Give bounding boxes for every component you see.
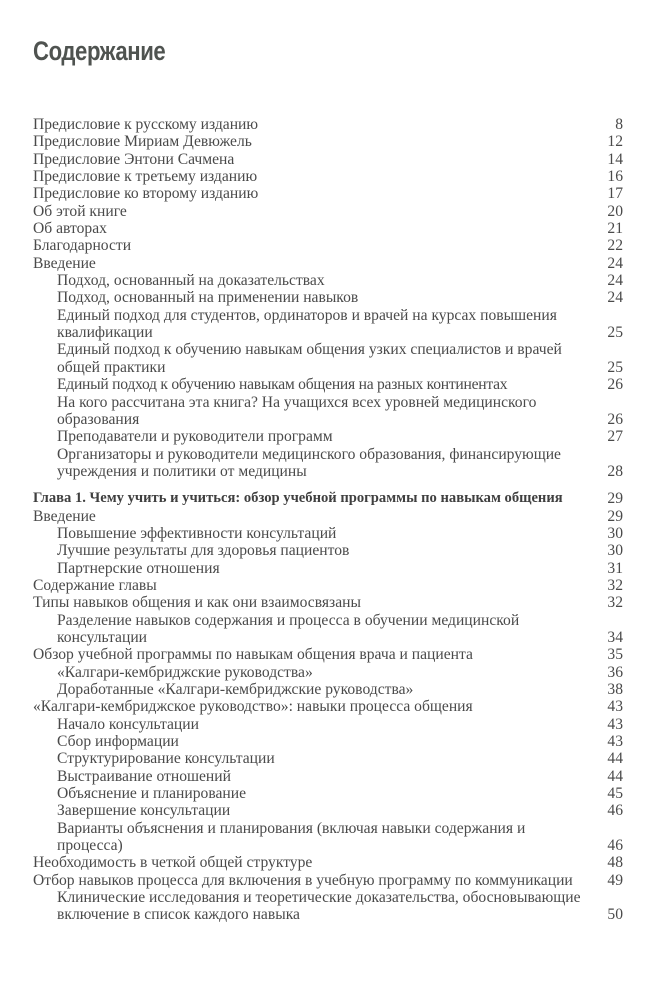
toc-entry-page: 50 bbox=[607, 906, 623, 924]
toc-subentry[interactable] bbox=[33, 560, 623, 577]
toc-entry[interactable] bbox=[33, 872, 623, 889]
toc-entry-title: Введение bbox=[33, 507, 96, 525]
toc-entry-title: Подход, основанный на доказательствах bbox=[57, 272, 325, 290]
toc-subentry[interactable] bbox=[33, 733, 623, 750]
toc-entry-title: Объяснение и планирование bbox=[57, 785, 247, 803]
toc-entry-page: 36 bbox=[607, 663, 623, 681]
toc-entry-title: «Калгари-кембриджские руководства» bbox=[57, 663, 313, 681]
toc-entry-title: Доработанные «Калгари-кембриджские руководства» bbox=[57, 681, 414, 698]
toc-subentry[interactable] bbox=[33, 446, 623, 481]
toc-entry-page: 48 bbox=[607, 854, 623, 872]
toc-subentry[interactable] bbox=[33, 716, 623, 733]
toc-entry-title: Предисловие Энтони Сачмена bbox=[33, 150, 235, 168]
toc-entry-title: Разделение навыков содержания и процесса в обучении медицинской консультации bbox=[57, 611, 520, 646]
toc-entry-page: 31 bbox=[607, 559, 623, 577]
toc-entry-page: 38 bbox=[607, 681, 623, 698]
toc-entry-page: 43 bbox=[607, 733, 623, 751]
toc-entry-title: Обзор учебной программы по навыкам общения врача и пациента bbox=[33, 646, 473, 664]
toc-entry-title: Предисловие Мириам Девюжель bbox=[33, 133, 252, 151]
toc-entry-page: 43 bbox=[607, 715, 623, 733]
toc-entry-page: 8 bbox=[615, 116, 623, 133]
toc-entry-page: 45 bbox=[607, 785, 623, 803]
toc-entry[interactable] bbox=[33, 508, 623, 525]
toc-entry-page: 20 bbox=[607, 202, 623, 220]
toc-entry-title: Благодарности bbox=[33, 237, 132, 255]
toc-subentry[interactable] bbox=[33, 272, 623, 289]
toc-entry-page: 25 bbox=[607, 324, 623, 342]
toc-entry-title: Единый подход к обучению навыкам общения на разных континентах bbox=[57, 376, 508, 394]
toc-entry-title: Структурирование консультации bbox=[57, 750, 275, 768]
toc-entry-title: Об авторах bbox=[33, 220, 107, 238]
toc-entry-title: Предисловие к третьему изданию bbox=[33, 168, 258, 186]
toc-subentry[interactable] bbox=[33, 750, 623, 767]
toc-entry-page: 29 bbox=[607, 507, 623, 525]
toc-entry-page: 24 bbox=[607, 272, 623, 290]
toc-subentry[interactable] bbox=[33, 341, 623, 376]
toc-entry-title: Об этой книге bbox=[33, 202, 127, 220]
toc-entry[interactable] bbox=[33, 594, 623, 611]
toc-entry-page: 26 bbox=[607, 376, 623, 394]
toc-subentry[interactable] bbox=[33, 889, 623, 924]
toc-entry-page: 21 bbox=[607, 220, 623, 238]
toc-entry-page: 22 bbox=[607, 237, 623, 255]
toc-subentry[interactable] bbox=[33, 681, 623, 698]
toc-entry-title: Необходимость в четкой общей структуре bbox=[33, 854, 313, 872]
toc-entry-page: 49 bbox=[607, 871, 623, 889]
toc-subentry[interactable] bbox=[33, 785, 623, 802]
toc-entry-title: Организаторы и руководители медицинского образования, финансирующие учреждения и политики от медицины bbox=[57, 445, 561, 480]
toc-entry-page: 29 bbox=[607, 490, 623, 508]
toc-entry-title: Начало консультации bbox=[57, 715, 199, 733]
toc-entry[interactable] bbox=[33, 203, 623, 220]
toc-entry-title: Клинические исследования и теоретические доказательства, обосновывающие включение в список каждого навыка bbox=[57, 889, 581, 924]
toc-entry-title: Выстраивание отношений bbox=[57, 767, 231, 785]
toc-subentry[interactable] bbox=[33, 376, 623, 393]
toc-entry-page: 17 bbox=[607, 185, 623, 203]
toc-entry-page: 43 bbox=[607, 698, 623, 716]
toc-chapter-heading[interactable] bbox=[33, 490, 623, 507]
toc-entry-page: 34 bbox=[607, 628, 623, 646]
toc-entry[interactable] bbox=[33, 577, 623, 594]
toc-subentry[interactable] bbox=[33, 289, 623, 306]
toc-entry-title: Варианты объяснения и планирования (включая навыки содержания и процесса) bbox=[57, 819, 526, 855]
toc-entry[interactable] bbox=[33, 133, 623, 150]
page-title: Содержание bbox=[33, 36, 166, 66]
toc-entry[interactable] bbox=[33, 220, 623, 237]
toc-entry[interactable] bbox=[33, 255, 623, 272]
toc-entry-title: Предисловие ко второму изданию bbox=[33, 185, 259, 203]
toc-subentry[interactable] bbox=[33, 612, 623, 647]
toc-entry-page: 46 bbox=[607, 837, 623, 855]
toc-subentry[interactable] bbox=[33, 525, 623, 542]
toc-entry-title: Содержание главы bbox=[33, 576, 157, 594]
toc-entry-page: 46 bbox=[607, 802, 623, 820]
toc-entry-page: 27 bbox=[607, 428, 623, 446]
toc-entry-page: 32 bbox=[607, 594, 623, 612]
toc-entry-title: Предисловие к русскому изданию bbox=[33, 116, 259, 133]
toc-entry-page: 26 bbox=[607, 410, 623, 428]
toc-entry-title: Подход, основанный на применении навыков bbox=[57, 289, 359, 307]
toc-entry-page: 24 bbox=[607, 254, 623, 272]
toc-subentry[interactable] bbox=[33, 428, 623, 445]
toc-entry[interactable] bbox=[33, 185, 623, 202]
toc-entry[interactable] bbox=[33, 646, 623, 663]
toc-entry[interactable] bbox=[33, 151, 623, 168]
toc-entry-page: 24 bbox=[607, 289, 623, 307]
toc-entry-title: Завершение консультации bbox=[57, 802, 231, 820]
toc-entry-title: «Калгари-кембриджское руководство»: навыки процесса общения bbox=[33, 698, 473, 716]
toc-entry-title: На кого рассчитана эта книга? На учащихся всех уровней медицинского образования bbox=[57, 393, 537, 428]
toc-entry-title: Типы навыков общения и как они взаимосвязаны bbox=[33, 594, 361, 612]
toc-entry[interactable] bbox=[33, 854, 623, 871]
toc-entry-title: Единый подход для студентов, ординаторов и врачей на курсах повышения квалификации bbox=[57, 306, 557, 342]
toc-subentry[interactable] bbox=[33, 802, 623, 819]
toc-entry-page: 44 bbox=[607, 767, 623, 785]
toc-subentry[interactable] bbox=[33, 820, 623, 855]
toc-entry-title: Партнерские отношения bbox=[57, 559, 220, 577]
toc-entry-page: 12 bbox=[607, 133, 623, 151]
toc-entry-title: Повышение эффективности консультаций bbox=[57, 524, 337, 542]
toc-entry-title: Сбор информации bbox=[57, 733, 179, 751]
toc-entry-page: 25 bbox=[607, 358, 623, 376]
toc-entry-page: 14 bbox=[607, 150, 623, 168]
toc-entry-title: Глава 1. Чему учить и учиться: обзор учебной программы по навыкам общения bbox=[33, 490, 563, 507]
toc-entry[interactable] bbox=[33, 116, 623, 133]
toc-entry-title: Преподаватели и руководители программ bbox=[57, 428, 333, 446]
toc-entry-title: Лучшие результаты для здоровья пациентов bbox=[57, 542, 350, 560]
toc-entry-page: 30 bbox=[607, 524, 623, 542]
toc-entry-page: 44 bbox=[607, 750, 623, 768]
toc-entry-title: Единый подход к обучению навыкам общения узких специалистов и врачей общей практики bbox=[57, 341, 562, 376]
toc-subentry[interactable] bbox=[33, 394, 623, 429]
toc-subentry[interactable] bbox=[33, 542, 623, 559]
toc-entry-title: Отбор навыков процесса для включения в учебную программу по коммуникации bbox=[33, 871, 573, 889]
toc-entry-page: 30 bbox=[607, 542, 623, 560]
table-of-contents bbox=[33, 116, 623, 924]
toc-entry-title: Введение bbox=[33, 254, 96, 272]
toc-entry-page: 16 bbox=[607, 168, 623, 186]
toc-entry-page: 35 bbox=[607, 646, 623, 664]
toc-entry-page: 28 bbox=[607, 462, 623, 480]
toc-subentry[interactable] bbox=[33, 768, 623, 785]
toc-subentry[interactable] bbox=[33, 664, 623, 681]
toc-entry[interactable] bbox=[33, 698, 623, 715]
toc-entry-page: 32 bbox=[607, 576, 623, 594]
toc-entry[interactable] bbox=[33, 237, 623, 254]
toc-entry[interactable] bbox=[33, 168, 623, 185]
toc-subentry[interactable] bbox=[33, 307, 623, 342]
